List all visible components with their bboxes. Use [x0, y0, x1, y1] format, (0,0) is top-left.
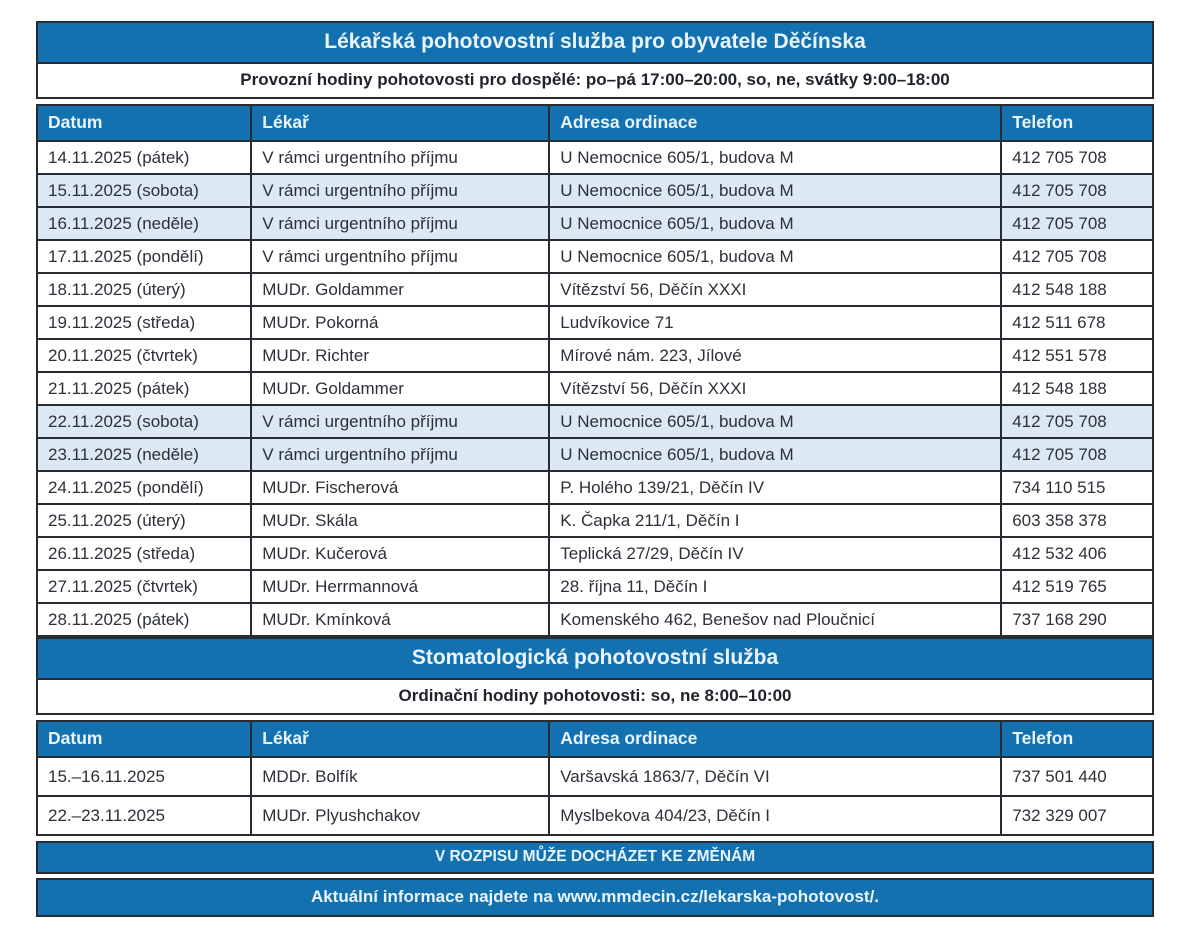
phone-cell: 737 168 290 — [1001, 603, 1153, 636]
address-cell: Teplická 27/29, Děčín IV — [549, 537, 1001, 570]
address-cell: Vítězství 56, Děčín XXXI — [549, 372, 1001, 405]
table-row — [37, 339, 1153, 372]
table-row — [37, 438, 1153, 471]
address-cell: 28. října 11, Děčín I — [549, 570, 1001, 603]
column-header-phone: Telefon — [1001, 721, 1153, 757]
doctor-cell: MUDr. Kmínková — [251, 603, 549, 636]
doctor-cell: MDDr. Bolfík — [251, 757, 549, 796]
adult-table-header-row — [37, 105, 1153, 141]
phone-cell: 737 501 440 — [1001, 757, 1153, 796]
phone-cell: 412 705 708 — [1001, 207, 1153, 240]
column-header-address: Adresa ordinace — [549, 105, 1001, 141]
dental-opening-hours: Ordinační hodiny pohotovosti: so, ne 8:00–10:00 — [36, 680, 1154, 715]
phone-cell: 412 532 406 — [1001, 537, 1153, 570]
phone-cell: 412 705 708 — [1001, 174, 1153, 207]
dental-table-header-row — [37, 721, 1153, 757]
dental-section-title: Stomatologická pohotovostní služba — [36, 637, 1154, 680]
table-row — [37, 207, 1153, 240]
date-cell: 28.11.2025 (pátek) — [37, 603, 251, 636]
phone-cell: 734 110 515 — [1001, 471, 1153, 504]
address-cell: Komenského 462, Benešov nad Ploučnicí — [549, 603, 1001, 636]
date-cell: 25.11.2025 (úterý) — [37, 504, 251, 537]
table-row — [37, 141, 1153, 174]
phone-cell: 412 705 708 — [1001, 438, 1153, 471]
doctor-cell: MUDr. Richter — [251, 339, 549, 372]
address-cell: U Nemocnice 605/1, budova M — [549, 174, 1001, 207]
date-cell: 26.11.2025 (středa) — [37, 537, 251, 570]
table-row — [37, 603, 1153, 636]
date-cell: 23.11.2025 (neděle) — [37, 438, 251, 471]
date-cell: 19.11.2025 (středa) — [37, 306, 251, 339]
column-header-phone: Telefon — [1001, 105, 1153, 141]
phone-cell: 732 329 007 — [1001, 796, 1153, 835]
phone-cell: 412 511 678 — [1001, 306, 1153, 339]
doctor-cell: MUDr. Fischerová — [251, 471, 549, 504]
table-row — [37, 306, 1153, 339]
doctor-cell: MUDr. Skála — [251, 504, 549, 537]
address-cell: U Nemocnice 605/1, budova M — [549, 240, 1001, 273]
doctor-cell: MUDr. Goldammer — [251, 372, 549, 405]
address-cell: K. Čapka 211/1, Děčín I — [549, 504, 1001, 537]
table-row — [37, 273, 1153, 306]
column-header-date: Datum — [37, 105, 251, 141]
dental-schedule-table — [36, 720, 1154, 836]
address-cell: Myslbekova 404/23, Děčín I — [549, 796, 1001, 835]
address-cell: P. Holého 139/21, Děčín IV — [549, 471, 1001, 504]
address-cell: U Nemocnice 605/1, budova M — [549, 405, 1001, 438]
phone-cell: 412 519 765 — [1001, 570, 1153, 603]
address-cell: U Nemocnice 605/1, budova M — [549, 141, 1001, 174]
phone-cell: 412 548 188 — [1001, 372, 1153, 405]
column-header-doctor: Lékař — [251, 721, 549, 757]
date-cell: 15.11.2025 (sobota) — [37, 174, 251, 207]
date-cell: 22.–23.11.2025 — [37, 796, 251, 835]
table-row — [37, 796, 1153, 835]
adult-section-title: Lékařská pohotovostní služba pro obyvatele Děčínska — [36, 21, 1154, 64]
table-row — [37, 174, 1153, 207]
doctor-cell: MUDr. Herrmannová — [251, 570, 549, 603]
date-cell: 27.11.2025 (čtvrtek) — [37, 570, 251, 603]
date-cell: 17.11.2025 (pondělí) — [37, 240, 251, 273]
date-cell: 20.11.2025 (čtvrtek) — [37, 339, 251, 372]
phone-cell: 412 705 708 — [1001, 405, 1153, 438]
phone-cell: 412 705 708 — [1001, 141, 1153, 174]
date-cell: 15.–16.11.2025 — [37, 757, 251, 796]
date-cell: 14.11.2025 (pátek) — [37, 141, 251, 174]
column-header-date: Datum — [37, 721, 251, 757]
date-cell: 24.11.2025 (pondělí) — [37, 471, 251, 504]
address-cell: U Nemocnice 605/1, budova M — [549, 438, 1001, 471]
phone-cell: 603 358 378 — [1001, 504, 1153, 537]
column-header-doctor: Lékař — [251, 105, 549, 141]
info-url-banner: Aktuální informace najdete na www.mmdecin.cz/lekarska-pohotovost/. — [36, 878, 1154, 917]
address-cell: Ludvíkovice 71 — [549, 306, 1001, 339]
table-row — [37, 405, 1153, 438]
change-notice-banner: V ROZPISU MŮŽE DOCHÁZET KE ZMĚNÁM — [36, 841, 1154, 874]
schedule-sheet — [36, 21, 1154, 917]
table-row — [37, 537, 1153, 570]
address-cell: Varšavská 1863/7, Děčín VI — [549, 757, 1001, 796]
table-row — [37, 372, 1153, 405]
address-cell: Vítězství 56, Děčín XXXI — [549, 273, 1001, 306]
adult-opening-hours: Provozní hodiny pohotovosti pro dospělé: po–pá 17:00–20:00, so, ne, svátky 9:00–18:00 — [36, 64, 1154, 99]
phone-cell: 412 705 708 — [1001, 240, 1153, 273]
table-row — [37, 504, 1153, 537]
doctor-cell: MUDr. Pokorná — [251, 306, 549, 339]
address-cell: Mírové nám. 223, Jílové — [549, 339, 1001, 372]
doctor-cell: V rámci urgentního příjmu — [251, 240, 549, 273]
date-cell: 18.11.2025 (úterý) — [37, 273, 251, 306]
table-row — [37, 471, 1153, 504]
phone-cell: 412 548 188 — [1001, 273, 1153, 306]
doctor-cell: MUDr. Goldammer — [251, 273, 549, 306]
doctor-cell: V rámci urgentního příjmu — [251, 207, 549, 240]
date-cell: 16.11.2025 (neděle) — [37, 207, 251, 240]
table-row — [37, 757, 1153, 796]
address-cell: U Nemocnice 605/1, budova M — [549, 207, 1001, 240]
doctor-cell: V rámci urgentního příjmu — [251, 438, 549, 471]
table-row — [37, 240, 1153, 273]
doctor-cell: V rámci urgentního příjmu — [251, 405, 549, 438]
doctor-cell: MUDr. Kučerová — [251, 537, 549, 570]
date-cell: 21.11.2025 (pátek) — [37, 372, 251, 405]
phone-cell: 412 551 578 — [1001, 339, 1153, 372]
doctor-cell: V rámci urgentního příjmu — [251, 174, 549, 207]
doctor-cell: MUDr. Plyushchakov — [251, 796, 549, 835]
doctor-cell: V rámci urgentního příjmu — [251, 141, 549, 174]
column-header-address: Adresa ordinace — [549, 721, 1001, 757]
date-cell: 22.11.2025 (sobota) — [37, 405, 251, 438]
table-row — [37, 570, 1153, 603]
adult-schedule-table — [36, 104, 1154, 637]
